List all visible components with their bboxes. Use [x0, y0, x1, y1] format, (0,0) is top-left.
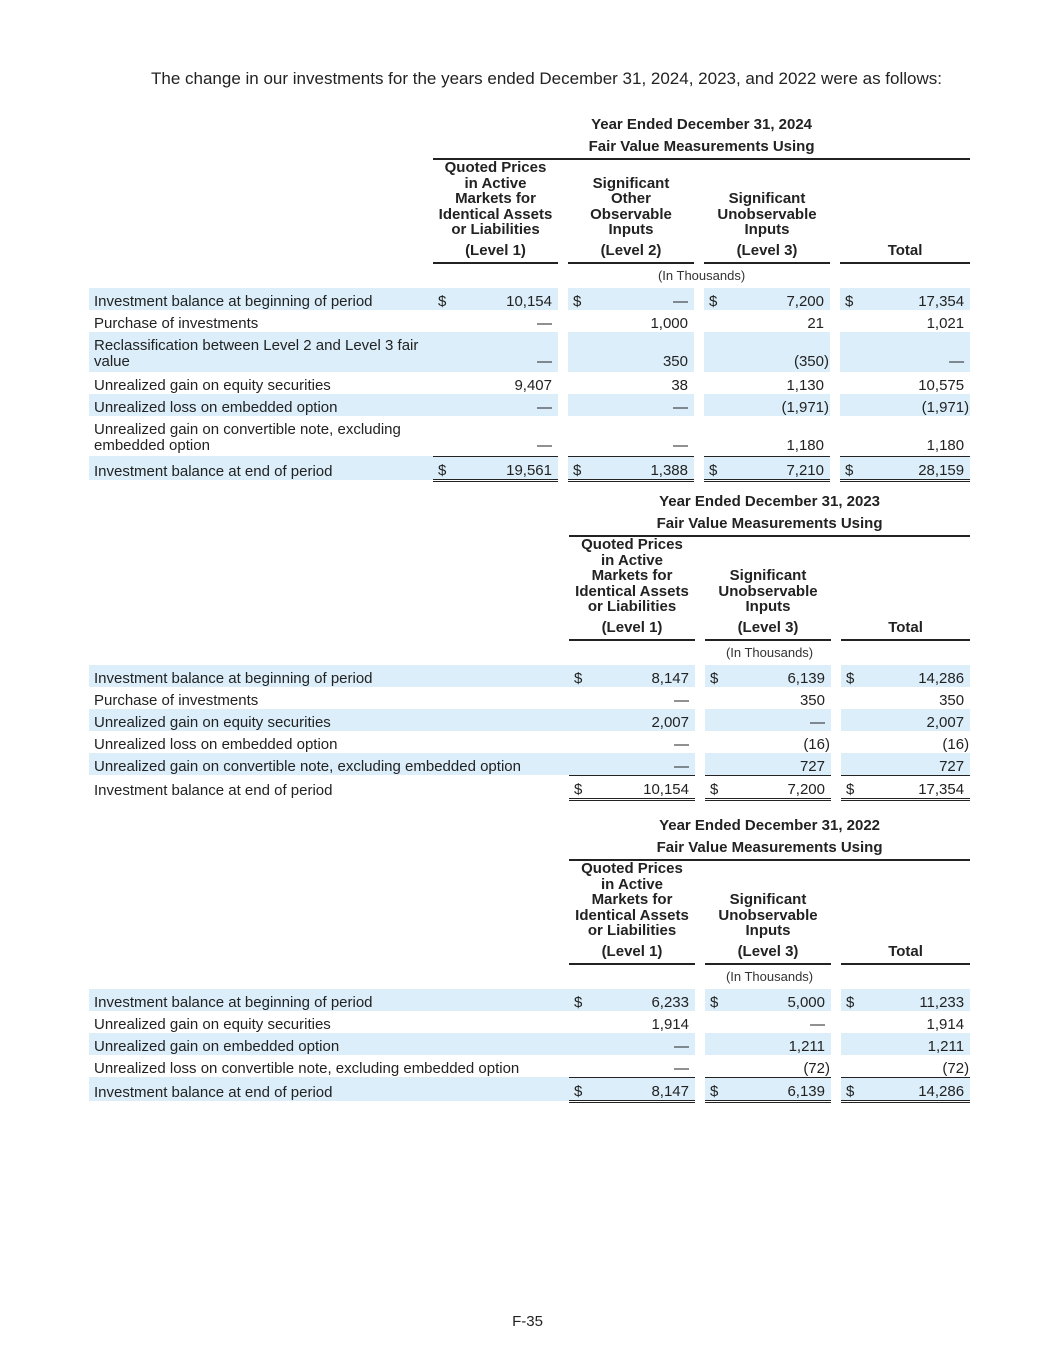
page-number: F-35: [512, 1313, 543, 1330]
intro-text: The change in our investments for the years ended December 31, 2024, 2023, and 2022 were as follows:: [151, 69, 942, 88]
total-label: Total: [841, 617, 970, 640]
table-row: Investment balance at end of period $ 19,561 $ 1,388 $ 7,210 $ 28,159: [89, 456, 970, 480]
col-level3-header: Significant Unobservable Inputs: [718, 567, 818, 615]
table-2022: [89, 815, 970, 1103]
level1-label: (Level 1): [433, 240, 558, 263]
table-row: Unrealized gain on convertible note, excluding embedded option — — 1,180 1,180: [94, 421, 965, 454]
table-2022-subtitle: Fair Value Measurements Using: [569, 837, 970, 860]
table-row: Reclassification between Level 2 and Level 3 fair value — 350 (350) —: [89, 332, 970, 372]
table-row: Unrealized loss on convertible note, excluding embedded option — (72) (72): [94, 1059, 970, 1077]
total-label: Total: [840, 240, 970, 263]
level2-label: (Level 2): [568, 240, 694, 263]
table-2023-subtitle: Fair Value Measurements Using: [569, 513, 970, 536]
table-row: Purchase of investments — 350 350: [94, 691, 965, 709]
table-row: Investment balance at beginning of period $ 10,154 $ — $ 7,200 $ 17,354: [89, 288, 970, 310]
col-level3-header: Significant Unobservable Inputs: [718, 891, 818, 939]
table-2023: [89, 491, 970, 801]
table-row: Investment balance at beginning of period $ 8,147 $ 6,139 $ 14,286: [89, 665, 970, 687]
col-level1-header: Quoted Prices in Active Markets for Identical Assets or Liabilities: [575, 860, 689, 939]
col-level3-header: Significant Unobservable Inputs: [717, 190, 817, 238]
table-row: Investment balance at end of period $ 8,147 $ 6,139 $ 14,286: [89, 1077, 970, 1101]
table-row: Unrealized gain on equity securities 9,407 38 1,130 10,575: [94, 376, 965, 394]
table-row: Investment balance at beginning of period $ 6,233 $ 5,000 $ 11,233: [89, 989, 970, 1011]
units-label: (In Thousands): [725, 644, 814, 660]
total-label: Total: [841, 941, 970, 964]
table-row: Unrealized gain on equity securities 2,007 — 2,007: [89, 709, 970, 731]
table-2022-year: Year Ended December 31, 2022: [659, 817, 881, 834]
table-row: Unrealized gain on embedded option — 1,211 1,211: [89, 1033, 970, 1055]
level1-label: (Level 1): [569, 941, 695, 964]
col-level1-header: Quoted Prices in Active Markets for Identical Assets or Liabilities: [575, 536, 689, 615]
level3-label: (Level 3): [705, 941, 831, 964]
table-row: Unrealized gain on convertible note, excluding embedded option — 727 727: [89, 753, 970, 776]
table-row: Unrealized loss on embedded option — — (1,971) (1,971): [89, 394, 970, 416]
table-row: Investment balance at end of period $ 10,154 $ 7,200 $ 17,354: [89, 775, 970, 799]
col-level2-header: Significant Other Observable Inputs: [590, 174, 672, 238]
table-row: Purchase of investments — 1,000 21 1,021: [94, 314, 965, 332]
level3-label: (Level 3): [704, 240, 830, 263]
table-2023-year: Year Ended December 31, 2023: [659, 493, 881, 510]
table-row: Unrealized gain on equity securities 1,914 — 1,914: [94, 1015, 965, 1033]
units-label: (In Thousands): [657, 267, 746, 283]
level1-label: (Level 1): [569, 617, 695, 640]
level3-label: (Level 3): [705, 617, 831, 640]
table-2024: [89, 114, 970, 482]
table-2024-year: Year Ended December 31, 2024: [591, 116, 813, 133]
units-label: (In Thousands): [725, 968, 814, 984]
table-2024-subtitle: Fair Value Measurements Using: [433, 136, 970, 159]
col-level1-header: Quoted Prices in Active Markets for Identical Assets or Liabilities: [438, 159, 553, 238]
table-row: Unrealized loss on embedded option — (16) (16): [94, 735, 970, 753]
